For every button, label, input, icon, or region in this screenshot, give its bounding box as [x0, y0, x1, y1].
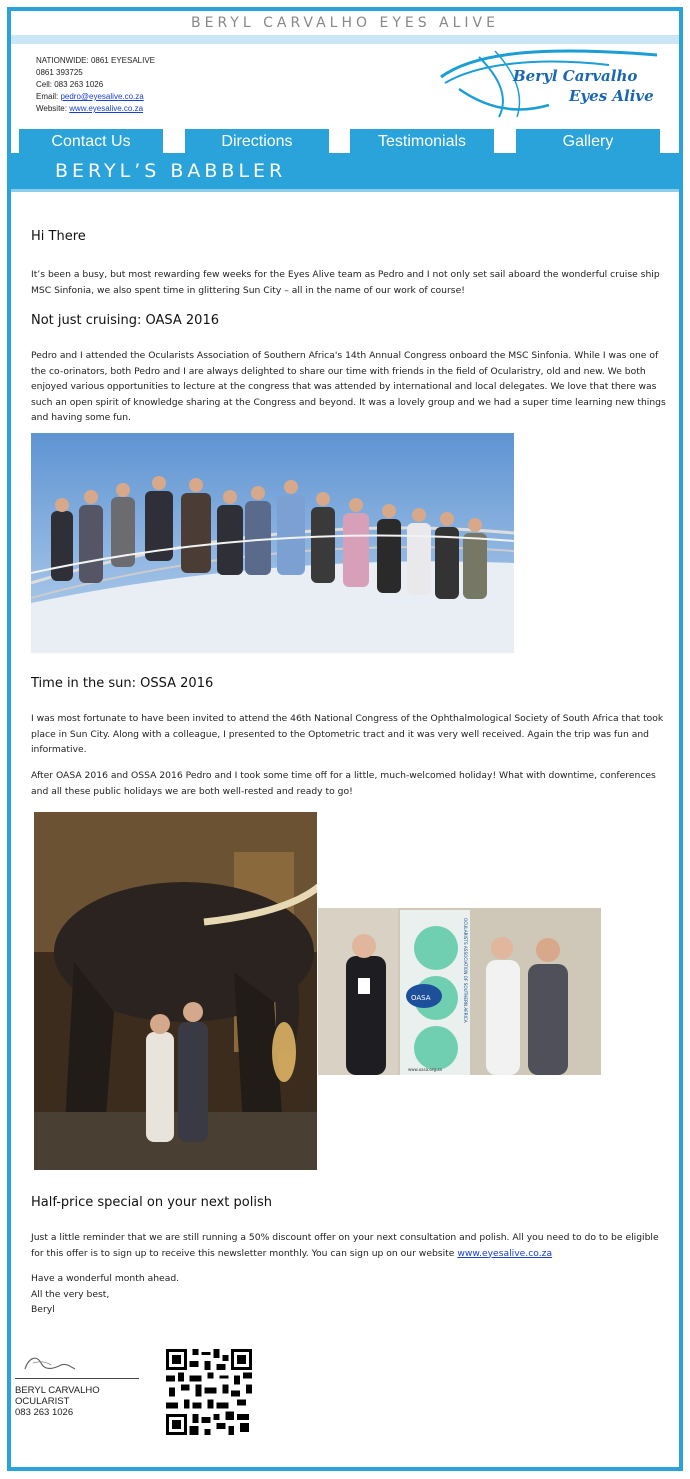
header-stripe: [11, 35, 679, 44]
signature-phone: 083 263 1026: [15, 1407, 74, 1418]
signature-role: OCULARIST: [15, 1396, 70, 1407]
closing-signoff: Beryl: [31, 1304, 55, 1315]
contact-website-row: [36, 103, 155, 115]
closing-line-1: Have a wonderful month ahead.: [31, 1273, 180, 1284]
newsletter-banner-title: BERYL’S BABBLER: [11, 153, 679, 189]
contact-phone: 0861 393725: [36, 68, 83, 77]
elephant-statue-photo: [34, 812, 317, 1170]
site-title: BERYL CARVALHO EYES ALIVE: [11, 11, 679, 35]
tab-testimonials[interactable]: Testimonials: [350, 129, 494, 153]
section-oasa-heading: Not just cruising: OASA 2016: [31, 313, 219, 328]
section-ossa-body-2: After OASA 2016 and OSSA 2016 Pedro and I took some time off for a little, much-welcomed holiday! What with downtime, conferences and all these public holidays we are both well-rested and ready to go!: [31, 770, 656, 797]
tab-contact-us[interactable]: Contact Us: [19, 129, 163, 153]
contact-nationwide: NATIONWIDE: 0861 EYESALIVE: [36, 56, 156, 65]
contact-block: [36, 55, 155, 115]
contact-email-link[interactable]: pedro@eyesalive.co.za: [60, 92, 144, 101]
contact-website-label: Website:: [36, 104, 70, 113]
signature-name: BERYL CARVALHO: [15, 1385, 100, 1396]
contact-email-row: [36, 91, 155, 103]
qr-code-icon: [166, 1349, 252, 1435]
logo-line1: Beryl Carvalho: [513, 67, 638, 85]
section-ossa-body-1: I was most fortunate to have been invited to attend the 46th National Congress of the Ophthalmological Society of South Africa that took place in Sun City. Along with a colleague, I presented to the Optometric tract and it was very well received. Again the trip was fun and informative.: [31, 713, 664, 755]
special-website-link[interactable]: www.eyesalive.co.za: [457, 1247, 553, 1259]
oasa-banner-logo: OASA: [411, 994, 431, 1002]
contact-website-link[interactable]: www.eyesalive.co.za: [69, 104, 144, 113]
newsletter-frame: [7, 7, 683, 1471]
eye-swoosh-logo-icon: [439, 47, 659, 119]
cruise-group-photo: [31, 433, 514, 653]
section-special-heading: Half-price special on your next polish: [31, 1195, 272, 1210]
intro-paragraph: It’s been a busy, but most rewarding few weeks for the Eyes Alive team as Pedro and I not only set sail aboard the wonderful cruise ship MSC Sinfonia, we also spent time in glittering Sun City – all in the name of our work of course!: [31, 269, 660, 296]
signature-block: [15, 1349, 145, 1429]
oasa-banner-url: www.oasa.org.za: [408, 1067, 442, 1072]
signature-line: [15, 1378, 139, 1379]
logo-line2: Eyes Alive: [569, 87, 654, 105]
section-special-text: Just a little reminder that we are still running a 50% discount offer on your next consultation and polish. All you need to do to be eligible for this offer is to sign up to receive this newsletter monthly. You can sign up on our website: [31, 1232, 659, 1259]
section-ossa-heading: Time in the sun: OSSA 2016: [31, 676, 214, 691]
tab-gallery[interactable]: Gallery: [516, 129, 660, 153]
section-oasa-body: Pedro and I attended the Ocularists Association of Southern Africa's 14th Annual Congress onboard the MSC Sinfonia. While I was one of the co-orinators, both Pedro and I are always delighted to share our time with friends in the field of Ocularistry, old and new. We both enjoyed various opportunities to lecture at the congress that was attended by international and local delegates. We love that there was such an open spirit of knowledge sharing at the Congress and beyond. It was a lovely group and we had a super time learning new things and having some fun.: [31, 350, 666, 423]
oasa-banner-text: OCULARISTS ASSOCIATION OF SOUTHERN AFRICA: [463, 918, 468, 1023]
contact-email-label: Email:: [36, 92, 61, 101]
handwritten-signature-icon: [15, 1349, 139, 1377]
closing-block: [31, 1271, 667, 1318]
closing-line-2: All the very best,: [31, 1288, 110, 1300]
banner-underline: [11, 189, 679, 192]
nav-bar: [19, 129, 669, 153]
tab-directions[interactable]: Directions: [185, 129, 329, 153]
congress-banner-photo: [318, 908, 601, 1075]
section-special-body: [31, 1230, 667, 1261]
greeting-heading: Hi There: [31, 229, 86, 244]
contact-cell: Cell: 083 263 1026: [36, 80, 104, 89]
signature-text: [15, 1385, 100, 1418]
